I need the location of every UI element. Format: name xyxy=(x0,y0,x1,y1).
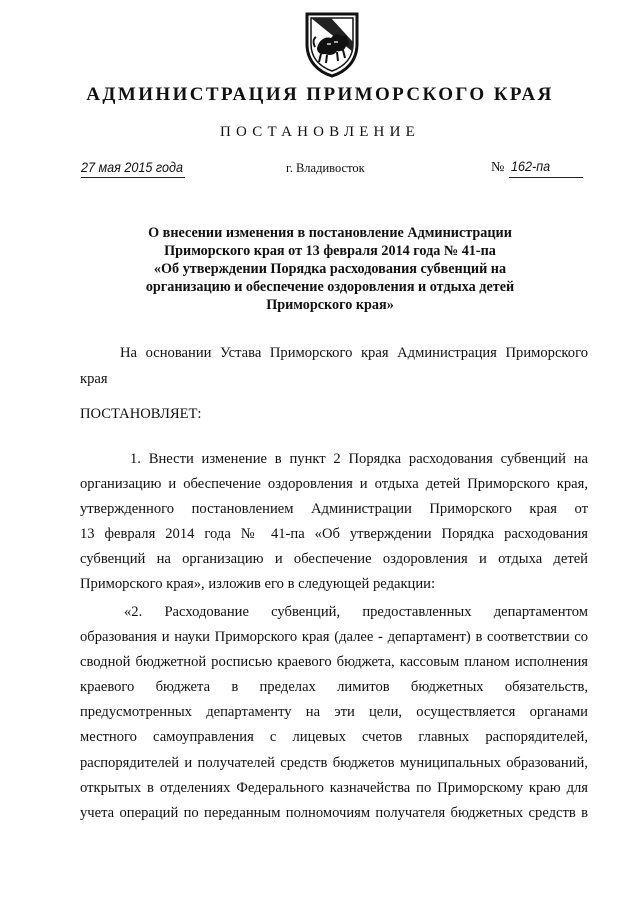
item2-line: «2. Расходование субвенций, предоставленных департаментом xyxy=(124,604,588,620)
number-underline xyxy=(509,177,583,178)
document-title xyxy=(140,224,520,314)
item2-line: местного самоуправления с лицевых счетов главных распорядителей, xyxy=(80,729,588,745)
date-underline xyxy=(81,177,185,178)
coat-of-arms-emblem xyxy=(301,8,363,78)
item1-line: субвенций на организацию и обеспечение оздоровления и отдыха детей xyxy=(80,551,588,567)
document-type: ПОСТАНОВЛЕНИЕ xyxy=(220,124,420,140)
item2-line: образования и науки Приморского края (далее - департамент) в соответствии со xyxy=(80,629,588,645)
basis-paragraph-line: края xyxy=(80,371,108,387)
organization-title: АДМИНИСТРАЦИЯ ПРИМОРСКОГО КРАЯ xyxy=(86,84,554,105)
title-line: «Об утверждении Порядка расходования субвенций на xyxy=(153,261,507,277)
document-number: 162-па xyxy=(511,158,551,174)
document-city: г. Владивосток xyxy=(286,161,365,175)
item1-line: организацию и обеспечение оздоровления и отдыха детей Приморского края, xyxy=(80,476,588,492)
title-line: Приморского края от 13 февраля 2014 года № 41-па xyxy=(164,243,496,259)
item1-line: 1. Внести изменение в пункт 2 Порядка расходования субвенций на xyxy=(130,451,588,467)
number-sign: № xyxy=(491,160,505,175)
item2-line: распорядителей и получателей средств бюджетов муниципальных образований, xyxy=(80,755,588,771)
title-line: О внесении изменения в постановление Администрации xyxy=(148,225,512,241)
item2-line: открытых в отделениях Федерального казначейства по Приморскому краю для xyxy=(80,780,588,796)
item2-line: сводной бюджетной росписью краевого бюджета, кассовым планом исполнения xyxy=(80,654,588,670)
item1-line: Приморского края», изложив его в следующей редакции: xyxy=(80,576,436,592)
item2-line: предусмотренных департаменту на эти цели, осуществляется органами xyxy=(80,704,588,720)
title-line: Приморского края» xyxy=(266,297,394,313)
item2-line: краевого бюджета в пределах лимитов бюджетных обязательств, xyxy=(80,679,588,695)
item2-line: учета операций по переданным полномочиям получателя бюджетных средств в xyxy=(80,805,588,821)
basis-paragraph-line: На основании Устава Приморского края Администрация Приморского xyxy=(120,345,588,361)
item1-line: 13 февраля 2014 года № 41-па «Об утверждении Порядка расходования xyxy=(80,526,588,542)
resolves-heading: ПОСТАНОВЛЯЕТ: xyxy=(80,406,202,422)
item1-line: утвержденного постановлением Администрации Приморского края от xyxy=(80,501,588,517)
document-date: 27 мая 2015 года xyxy=(81,159,183,175)
title-line: организацию и обеспечение оздоровления и отдыха детей xyxy=(145,279,515,295)
